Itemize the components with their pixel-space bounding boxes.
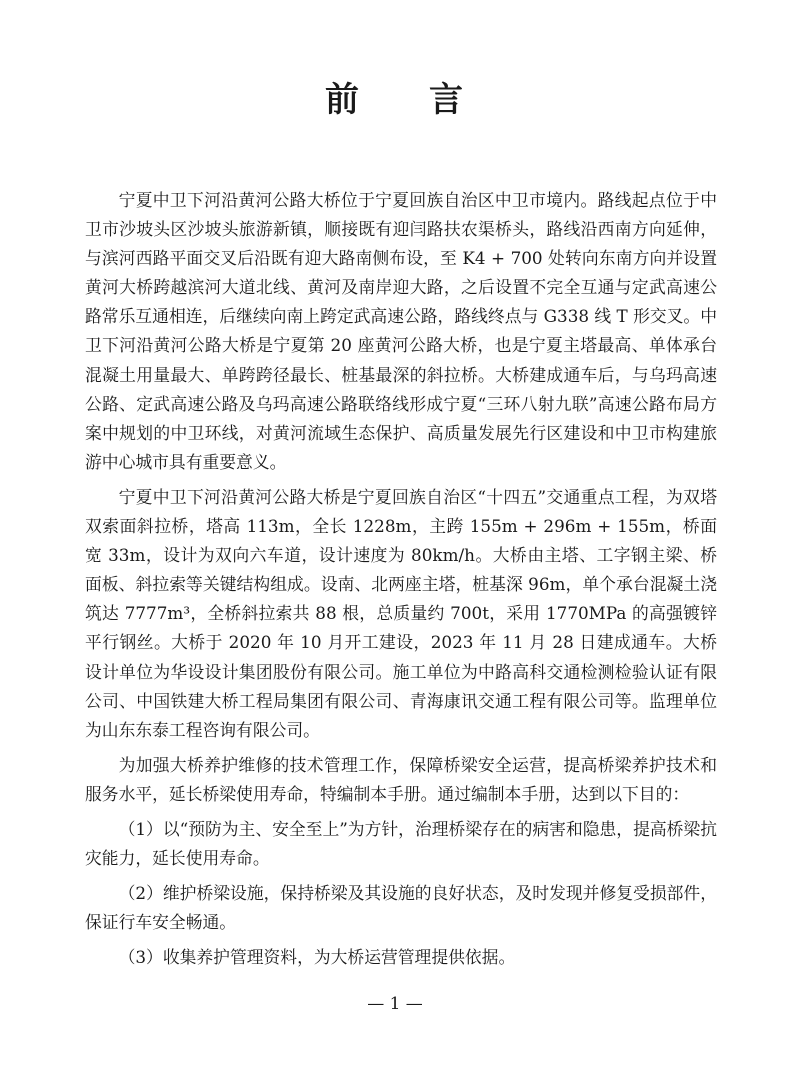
- page-number: — 1 —: [367, 994, 423, 1014]
- preface-body: [85, 186, 717, 978]
- paragraph-purpose: 为加强大桥养护维修的技术管理工作，保障桥梁安全运营，提高桥梁养护技术和服务水平，延长桥梁使用寿命，特编制本手册。通过编制本手册，达到以下目的：: [85, 754, 717, 804]
- list-item-goal-2: （2）维护桥梁设施，保持桥梁及其设施的良好状态，及时发现并修复受损部件，保证行车安全畅通。: [85, 883, 717, 933]
- title-char-left: 前: [325, 80, 361, 120]
- title-char-right: 言: [429, 80, 465, 120]
- list-item-goal-3: （3）收集养护管理资料，为大桥运营管理提供依据。: [118, 947, 516, 968]
- paragraph-structure: 宁夏中卫下河沿黄河公路大桥是宁夏回族自治区“十四五”交通重点工程，为双塔双索面斜拉桥，塔高 113m，全长 1228m，主跨 155m + 296m + 155m，桥面宽 33m，设计为双向六车道，设计速度为 80km/h。大桥由主塔、工字钢主梁、桥面板、斜拉索等关键结构组成。设南、北两座主塔，桩基深 96m，单个承台混凝土浇筑达 7777m³，全桥斜拉索共 88 根，总质量约 700t，采用 1770MPa 的高强镀锌平行钢丝。大桥于 2020 年 10 月开工建设，2023 年 11 月 28 日建成通车。大桥设计单位为华设设计集团股份有限公司。施工单位为中路高科交通检测检验认证有限公司、中国铁建大桥工程局集团有限公司、青海康讯交通工程有限公司等。监理单位为山东东泰工程咨询有限公司。: [85, 486, 717, 740]
- paragraph-location: 宁夏中卫下河沿黄河公路大桥位于宁夏回族自治区中卫市境内。路线起点位于中卫市沙坡头区沙坡头旅游新镇，顺接既有迎闫路扶农渠桥头，路线沿西南方向延伸，与滨河西路平面交叉后沿既有迎大路南侧布设，至 K4 + 700 处转向东南方向并设置黄河大桥跨越滨河大道北线、黄河及南岸迎大路，之后设置不完全互通与定武高速公路常乐互通相连，后继续向南上跨定武高速公路，路线终点与 G338 线 T 形交叉。中卫下河沿黄河公路大桥是宁夏第 20 座黄河公路大桥，也是宁夏主塔最高、单体承台混凝土用量最大、单跨跨径最长、桩基最深的斜拉桥。大桥建成通车后，与乌玛高速公路、定武高速公路及乌玛高速公路联络线形成宁夏“三环八射九联”高速公路布局方案中规划的中卫环线，对黄河流域生态保护、高质量发展先行区建设和中卫市构建旅游中心城市具有重要意义。: [85, 190, 717, 472]
- list-item-goal-1: （1）以“预防为主、安全至上”为方针，治理桥梁存在的病害和隐患，提高桥梁抗灾能力，延长使用寿命。: [85, 818, 717, 869]
- page-title: [0, 72, 790, 121]
